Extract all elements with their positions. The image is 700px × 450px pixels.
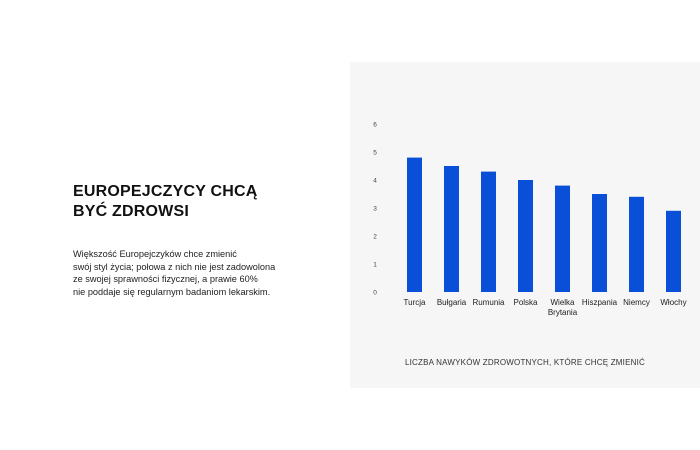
chart-panel [350, 62, 700, 388]
description-line: swój styl życia; połowa z nich nie jest zadowolona [73, 261, 276, 272]
description-line: Większość Europejczyków chce zmienić [73, 249, 237, 259]
bar-rumunia [481, 172, 496, 292]
description [73, 248, 323, 298]
bar-hiszpania [592, 194, 607, 292]
description-line: nie poddaje się regularnym badaniom lekarskim. [73, 286, 271, 297]
x-tick-label: Wielka [550, 298, 575, 307]
page-title [73, 182, 323, 222]
x-tick-label: Bułgaria [436, 298, 467, 307]
x-tick-label: Hiszpania [581, 298, 618, 307]
title-line-1: EUROPEJCZYCY CHCĄ [73, 183, 258, 200]
x-tick-label: Rumunia [472, 298, 505, 307]
intro-section [73, 182, 323, 298]
bar-włochy [666, 211, 681, 292]
x-tick-label: Brytania [547, 308, 578, 317]
bar-wielka-brytania [555, 186, 570, 292]
x-tick-label: Włochy [660, 298, 687, 307]
x-axis-label: LICZBA NAWYKÓW ZDROWOTNYCH, KTÓRE CHCĘ ZMIENIĆ [404, 358, 646, 367]
bar-polska [518, 180, 533, 292]
y-tick-label: 0 [373, 289, 377, 297]
y-tick-label: 2 [373, 233, 377, 241]
y-tick-label: 3 [373, 205, 377, 213]
bar-bułgaria [444, 166, 459, 292]
x-tick-label: Turcja [403, 298, 426, 307]
title-line-2: BYĆ ZDROWSI [73, 203, 189, 220]
bar-chart [350, 62, 700, 352]
x-tick-label: Niemcy [623, 298, 650, 307]
bar-turcja [407, 158, 422, 292]
bar-niemcy [629, 197, 644, 292]
y-tick-label: 4 [373, 177, 377, 185]
y-tick-label: 5 [373, 149, 377, 157]
y-tick-label: 6 [373, 121, 377, 129]
x-tick-label: Polska [513, 298, 538, 307]
y-tick-label: 1 [373, 261, 377, 269]
description-line: ze swojej sprawności fizycznej, a prawie 60% [73, 274, 258, 284]
